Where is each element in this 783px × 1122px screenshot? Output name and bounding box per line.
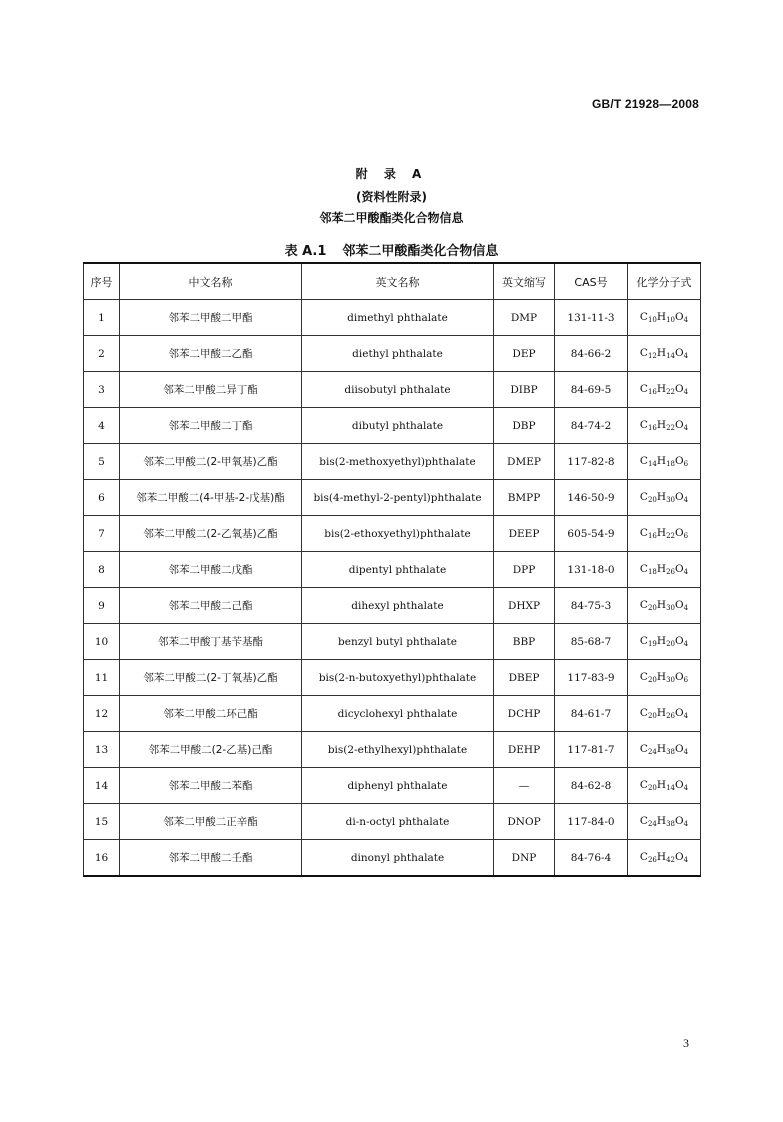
formula-count: 10 <box>647 316 657 324</box>
table-row <box>84 516 701 552</box>
formula-count: 4 <box>683 820 689 828</box>
cell-abbr: DPP <box>494 552 555 588</box>
formula-element: O <box>674 707 684 719</box>
formula-element: C <box>639 491 648 503</box>
formula-element: O <box>674 527 684 539</box>
formula-count: 16 <box>647 532 657 540</box>
cell-cas: 85-68-7 <box>555 624 628 660</box>
header-cas: CAS号 <box>555 263 628 300</box>
formula-count: 6 <box>683 460 689 468</box>
cell-abbr: DNOP <box>494 804 555 840</box>
formula-element: O <box>674 851 684 863</box>
formula-count: 20 <box>647 604 657 612</box>
cell-en-name: bis(2-methoxyethyl)phthalate <box>302 444 494 480</box>
formula-count: 4 <box>683 496 689 504</box>
cell-formula <box>628 660 701 696</box>
formula-element: H <box>656 527 667 539</box>
formula-element: H <box>656 635 667 647</box>
cell-en-name: bis(2-ethylhexyl)phthalate <box>302 732 494 768</box>
formula-element: C <box>639 599 648 611</box>
cell-cn-name: 邻苯二甲酸二(4-甲基-2-戊基)酯 <box>120 480 302 516</box>
cell-formula <box>628 300 701 336</box>
formula-count: 4 <box>683 640 689 648</box>
cell-cn-name: 邻苯二甲酸二苯酯 <box>120 768 302 804</box>
table-row <box>84 732 701 768</box>
formula-element: O <box>674 419 684 431</box>
table-row <box>84 552 701 588</box>
cell-no: 15 <box>84 804 120 840</box>
formula-element: C <box>639 455 648 467</box>
formula-count: 30 <box>666 676 675 684</box>
cell-en-name: dihexyl phthalate <box>302 588 494 624</box>
formula-count: 20 <box>647 784 657 792</box>
formula-count: 14 <box>666 352 675 360</box>
table-caption-title: 邻苯二甲酸酯类化合物信息 <box>342 244 499 259</box>
formula-element: C <box>639 527 648 539</box>
formula-element: C <box>639 635 648 647</box>
cell-no: 6 <box>84 480 120 516</box>
formula-count: 14 <box>666 784 675 792</box>
formula-count: 18 <box>666 460 675 468</box>
cell-cn-name: 邻苯二甲酸二环己酯 <box>120 696 302 732</box>
cell-no: 7 <box>84 516 120 552</box>
cell-formula <box>628 336 701 372</box>
table-caption <box>0 240 783 259</box>
formula-count: 30 <box>666 496 675 504</box>
cell-abbr: BBP <box>494 624 555 660</box>
table-row <box>84 804 701 840</box>
formula-count: 4 <box>683 712 689 720</box>
table-body <box>84 300 701 877</box>
formula-count: 26 <box>666 712 675 720</box>
formula-element: C <box>639 815 648 827</box>
formula-count: 4 <box>683 604 689 612</box>
formula-element: H <box>656 563 667 575</box>
formula-count: 38 <box>666 748 675 756</box>
cell-cas: 84-61-7 <box>555 696 628 732</box>
table-row <box>84 840 701 877</box>
cell-cn-name: 邻苯二甲酸二正辛酯 <box>120 804 302 840</box>
cell-en-name: dinonyl phthalate <box>302 840 494 877</box>
formula-element: C <box>639 851 648 863</box>
formula-element: C <box>639 347 648 359</box>
table-header-row <box>84 263 701 300</box>
cell-no: 3 <box>84 372 120 408</box>
cell-cn-name: 邻苯二甲酸二己酯 <box>120 588 302 624</box>
formula-element: O <box>674 455 684 467</box>
cell-cas: 84-75-3 <box>555 588 628 624</box>
table-row <box>84 336 701 372</box>
cell-cas: 131-11-3 <box>555 300 628 336</box>
formula-element: H <box>656 491 667 503</box>
cell-cn-name: 邻苯二甲酸二壬酯 <box>120 840 302 877</box>
cell-no: 10 <box>84 624 120 660</box>
cell-no: 2 <box>84 336 120 372</box>
table-row <box>84 624 701 660</box>
formula-element: C <box>639 383 648 395</box>
cell-cn-name: 邻苯二甲酸二乙酯 <box>120 336 302 372</box>
cell-cas: 84-76-4 <box>555 840 628 877</box>
table-row <box>84 408 701 444</box>
cell-en-name: dimethyl phthalate <box>302 300 494 336</box>
cell-formula <box>628 480 701 516</box>
cell-cas: 84-62-8 <box>555 768 628 804</box>
cell-abbr: BMPP <box>494 480 555 516</box>
formula-element: O <box>674 491 684 503</box>
cell-cn-name: 邻苯二甲酸二(2-甲氧基)乙酯 <box>120 444 302 480</box>
formula-count: 4 <box>683 316 689 324</box>
cell-formula <box>628 624 701 660</box>
cell-abbr: DIBP <box>494 372 555 408</box>
formula-count: 4 <box>683 784 689 792</box>
formula-element: C <box>639 563 648 575</box>
cell-abbr: DEHP <box>494 732 555 768</box>
formula-element: O <box>674 743 684 755</box>
cell-en-name: dicyclohexyl phthalate <box>302 696 494 732</box>
cell-abbr: DBEP <box>494 660 555 696</box>
annex-label: 附 录 A <box>355 167 428 181</box>
formula-element: O <box>674 815 684 827</box>
cell-en-name: di-n-octyl phthalate <box>302 804 494 840</box>
formula-element: H <box>656 779 667 791</box>
table-row <box>84 768 701 804</box>
cell-formula <box>628 840 701 877</box>
formula-element: H <box>656 743 667 755</box>
cell-no: 12 <box>84 696 120 732</box>
cell-cn-name: 邻苯二甲酸二(2-乙基)己酯 <box>120 732 302 768</box>
cell-abbr: DMP <box>494 300 555 336</box>
cell-no: 14 <box>84 768 120 804</box>
cell-formula <box>628 588 701 624</box>
cell-cn-name: 邻苯二甲酸二甲酯 <box>120 300 302 336</box>
compound-table <box>83 262 701 877</box>
standard-code: GB/T 21928—2008 <box>591 97 699 111</box>
page-number: 3 <box>683 1036 689 1050</box>
cell-cn-name: 邻苯二甲酸二(2-丁氧基)乙酯 <box>120 660 302 696</box>
cell-no: 4 <box>84 408 120 444</box>
formula-element: O <box>674 779 684 791</box>
table-row <box>84 444 701 480</box>
formula-count: 26 <box>666 568 675 576</box>
cell-abbr: DCHP <box>494 696 555 732</box>
formula-count: 20 <box>647 496 657 504</box>
formula-count: 6 <box>683 532 689 540</box>
formula-count: 26 <box>647 856 657 864</box>
formula-count: 14 <box>647 460 657 468</box>
formula-count: 6 <box>683 676 689 684</box>
cell-abbr: DHXP <box>494 588 555 624</box>
cell-formula <box>628 696 701 732</box>
cell-no: 8 <box>84 552 120 588</box>
cell-abbr: DBP <box>494 408 555 444</box>
cell-formula <box>628 444 701 480</box>
cell-formula <box>628 408 701 444</box>
cell-formula <box>628 768 701 804</box>
formula-count: 4 <box>683 352 689 360</box>
cell-abbr: DMEP <box>494 444 555 480</box>
formula-element: C <box>639 707 648 719</box>
formula-element: H <box>656 851 667 863</box>
cell-abbr: — <box>494 768 555 804</box>
formula-element: H <box>656 383 667 395</box>
cell-cas: 84-66-2 <box>555 336 628 372</box>
formula-count: 10 <box>666 316 675 324</box>
formula-element: H <box>656 815 667 827</box>
table-row <box>84 372 701 408</box>
table-row <box>84 660 701 696</box>
header-formula: 化学分子式 <box>628 263 701 300</box>
cell-en-name: dipentyl phthalate <box>302 552 494 588</box>
cell-cas: 605-54-9 <box>555 516 628 552</box>
cell-cas: 131-18-0 <box>555 552 628 588</box>
cell-cas: 117-83-9 <box>555 660 628 696</box>
formula-count: 12 <box>647 352 657 360</box>
cell-formula <box>628 372 701 408</box>
cell-no: 16 <box>84 840 120 877</box>
cell-cas: 84-74-2 <box>555 408 628 444</box>
cell-en-name: diphenyl phthalate <box>302 768 494 804</box>
formula-count: 4 <box>683 856 689 864</box>
cell-en-name: bis(2-ethoxyethyl)phthalate <box>302 516 494 552</box>
cell-abbr: DNP <box>494 840 555 877</box>
header-cn-name: 中文名称 <box>120 263 302 300</box>
formula-count: 20 <box>666 640 675 648</box>
cell-cn-name: 邻苯二甲酸二(2-乙氧基)乙酯 <box>120 516 302 552</box>
formula-element: O <box>674 563 684 575</box>
formula-count: 22 <box>666 532 675 540</box>
cell-en-name: bis(4-methyl-2-pentyl)phthalate <box>302 480 494 516</box>
formula-count: 20 <box>647 712 657 720</box>
formula-element: C <box>639 311 648 323</box>
cell-no: 1 <box>84 300 120 336</box>
cell-en-name: dibutyl phthalate <box>302 408 494 444</box>
cell-en-name: diethyl phthalate <box>302 336 494 372</box>
cell-abbr: DEEP <box>494 516 555 552</box>
header-abbr: 英文缩写 <box>494 263 555 300</box>
formula-element: H <box>656 347 667 359</box>
table-row <box>84 300 701 336</box>
formula-element: O <box>674 383 684 395</box>
cell-formula <box>628 732 701 768</box>
header-no: 序号 <box>84 263 120 300</box>
cell-formula <box>628 516 701 552</box>
cell-en-name: bis(2-n-butoxyethyl)phthalate <box>302 660 494 696</box>
cell-cn-name: 邻苯二甲酸二丁酯 <box>120 408 302 444</box>
annex-type: (资料性附录) <box>356 190 427 204</box>
formula-count: 4 <box>683 424 689 432</box>
table-caption-number: 表 A.1 <box>284 244 327 259</box>
formula-count: 22 <box>666 388 675 396</box>
cell-no: 13 <box>84 732 120 768</box>
formula-element: H <box>656 311 667 323</box>
formula-count: 22 <box>666 424 675 432</box>
cell-en-name: benzyl butyl phthalate <box>302 624 494 660</box>
formula-element: O <box>674 347 684 359</box>
formula-element: H <box>656 455 667 467</box>
formula-count: 4 <box>683 568 689 576</box>
cell-no: 5 <box>84 444 120 480</box>
cell-cas: 84-69-5 <box>555 372 628 408</box>
formula-element: H <box>656 671 667 683</box>
annex-title: 邻苯二甲酸酯类化合物信息 <box>319 211 464 225</box>
formula-count: 38 <box>666 820 675 828</box>
formula-element: H <box>656 599 667 611</box>
formula-element: O <box>674 599 684 611</box>
cell-cas: 146-50-9 <box>555 480 628 516</box>
formula-count: 42 <box>666 856 675 864</box>
cell-cn-name: 邻苯二甲酸二戊酯 <box>120 552 302 588</box>
formula-count: 30 <box>666 604 675 612</box>
formula-count: 16 <box>647 424 657 432</box>
cell-no: 9 <box>84 588 120 624</box>
formula-count: 4 <box>683 748 689 756</box>
formula-element: H <box>656 707 667 719</box>
formula-element: O <box>674 311 684 323</box>
formula-element: O <box>674 671 684 683</box>
formula-element: O <box>674 635 684 647</box>
cell-cas: 117-84-0 <box>555 804 628 840</box>
formula-count: 16 <box>647 388 657 396</box>
formula-element: C <box>639 779 648 791</box>
cell-cn-name: 邻苯二甲酸丁基苄基酯 <box>120 624 302 660</box>
header-en-name: 英文名称 <box>302 263 494 300</box>
table-row <box>84 588 701 624</box>
cell-no: 11 <box>84 660 120 696</box>
formula-element: C <box>639 419 648 431</box>
formula-count: 24 <box>647 748 657 756</box>
formula-count: 4 <box>683 388 689 396</box>
cell-cas: 117-81-7 <box>555 732 628 768</box>
formula-count: 18 <box>647 568 657 576</box>
formula-count: 19 <box>647 640 657 648</box>
cell-en-name: diisobutyl phthalate <box>302 372 494 408</box>
table-row <box>84 696 701 732</box>
cell-abbr: DEP <box>494 336 555 372</box>
formula-element: C <box>639 671 648 683</box>
table-row <box>84 480 701 516</box>
formula-element: H <box>656 419 667 431</box>
cell-cas: 117-82-8 <box>555 444 628 480</box>
formula-count: 24 <box>647 820 657 828</box>
formula-count: 20 <box>647 676 657 684</box>
cell-cn-name: 邻苯二甲酸二异丁酯 <box>120 372 302 408</box>
cell-formula <box>628 552 701 588</box>
formula-element: C <box>639 743 648 755</box>
cell-formula <box>628 804 701 840</box>
